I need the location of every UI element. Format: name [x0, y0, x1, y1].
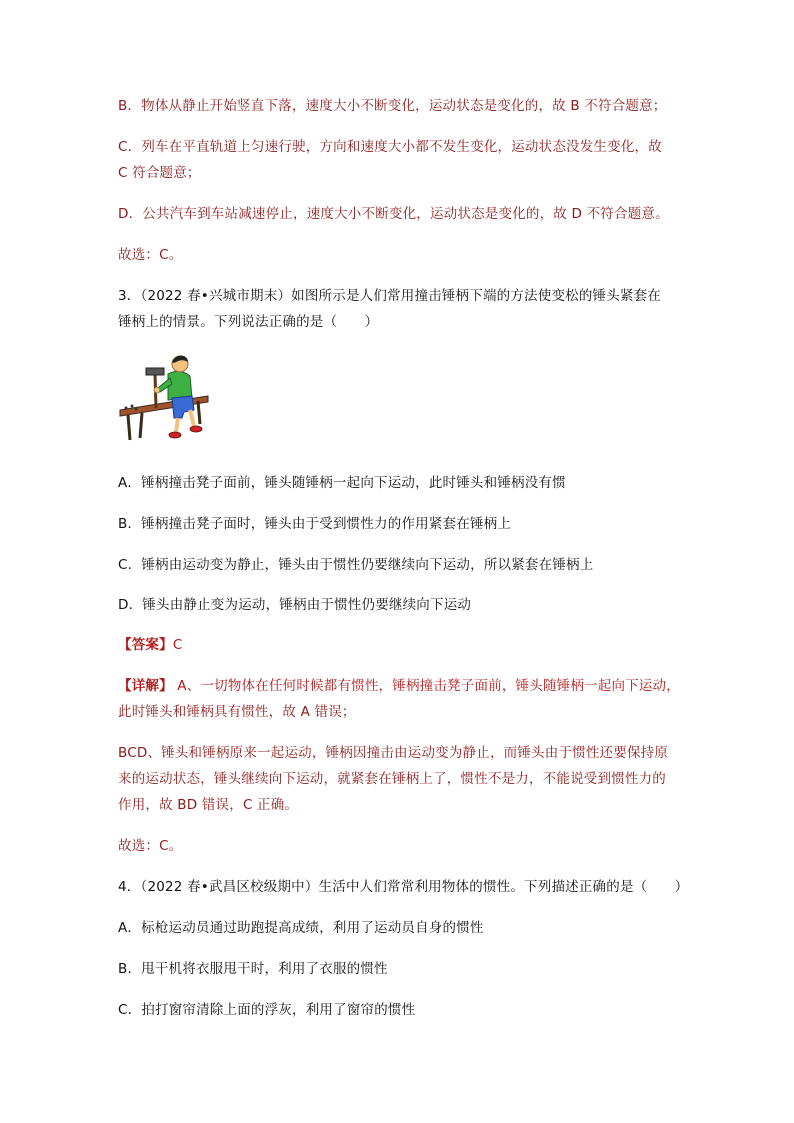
- q4-stem: 4．（2022 春•武昌区校级期中）生活中人们常常利用物体的惯性。下列描述正确的是（ ）: [118, 879, 689, 895]
- q3-detail-line5: 作用，故 BD 错误，C 正确。: [118, 797, 299, 813]
- q2-choice: 故选：C。: [118, 247, 183, 263]
- q3-option-b: B．锤柄撞击凳子面时，锤头由于受到惯性力的作用紧套在锤柄上: [118, 516, 512, 532]
- q2-option-c-analysis-line2: C 符合题意；: [118, 165, 201, 181]
- detail-label: 【详解】: [118, 678, 173, 694]
- q4-option-c: C．拍打窗帘清除上面的浮灰，利用了窗帘的惯性: [118, 1002, 416, 1018]
- q3-option-d: D．锤头由静止变为运动，锤柄由于惯性仍要继续向下运动: [118, 597, 472, 613]
- answer-label: 【答案】: [118, 637, 173, 653]
- q3-option-a: A．锤柄撞击凳子面前，锤头随锤柄一起向下运动，此时锤头和锤柄没有惯: [118, 475, 566, 491]
- q3-detail-line1: [118, 676, 680, 696]
- q3-choice: 故选：C。: [118, 838, 183, 854]
- q3-stem-line2: 锤柄上的情景。下列说法正确的是（ ）: [118, 314, 379, 330]
- q4-option-b: B．甩干机将衣服甩干时，利用了衣服的惯性: [118, 961, 388, 977]
- q3-detail-line2: 此时锤头和锤柄具有惯性，故 A 错误；: [118, 704, 356, 720]
- detail-text: A、一切物体在任何时候都有惯性，锤柄撞击凳子面前，锤头随锤柄一起向下运动，: [172, 678, 680, 694]
- q3-answer: [118, 635, 182, 655]
- answer-value: C: [172, 637, 183, 653]
- q2-option-b-analysis: B．物体从静止开始竖直下落，速度大小不断变化，运动状态是变化的，故 B 不符合题意；: [118, 98, 667, 114]
- q3-detail-line4: 来的运动状态，锤头继续向下运动，就紧套在锤柄上了，惯性不是力，不能说受到惯性力的: [118, 771, 666, 787]
- q2-option-d-analysis: D．公共汽车到车站减速停止，速度大小不断变化，运动状态是变化的，故 D 不符合题意。: [118, 206, 669, 222]
- q3-option-c: C．锤柄由运动变为静止，锤头由于惯性仍要继续向下运动，所以紧套在锤柄上: [118, 557, 594, 573]
- q3-stem-line1: 3．（2022 春•兴城市期末）如图所示是人们常用撞击锤柄下端的方法使变松的锤头紧套在: [118, 288, 662, 304]
- q4-option-a: A．标枪运动员通过助跑提高成绩，利用了运动员自身的惯性: [118, 920, 484, 936]
- man-hammering-on-bench-illustration: [118, 352, 210, 444]
- q2-option-c-analysis-line1: C．列车在平直轨道上匀速行驶，方向和速度大小都不发生变化，运动状态没发生变化，故: [118, 139, 662, 155]
- q3-detail-line3: BCD、锤头和锤柄原来一起运动，锤柄因撞击由运动变为静止，而锤头由于惯性还要保持原: [118, 745, 669, 761]
